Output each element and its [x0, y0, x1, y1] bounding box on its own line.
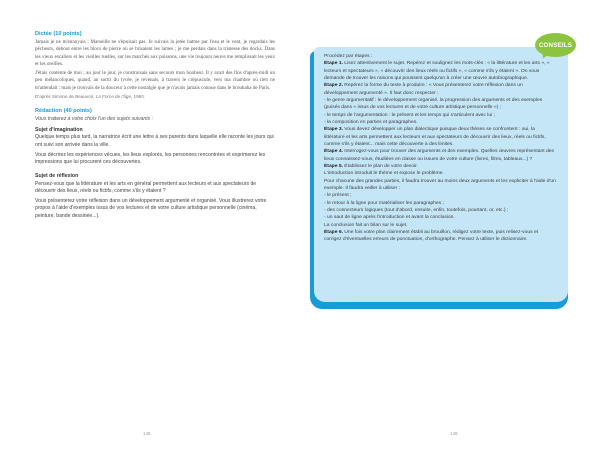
conseils-box-body — [314, 47, 568, 302]
step-1 — [324, 60, 556, 82]
step-1-label: Étape 1. — [324, 61, 343, 67]
credit-suffix: , 1960. — [131, 93, 146, 99]
reflexion-paragraph-1: Pensez-vous que la littérature et les arts en général permettent aux lecteurs et aux spectateurs de découvrir des lieux, réels ou fictifs, comme s'ils y étaient ? — [35, 180, 257, 195]
step-5-line: - le présent ; — [324, 193, 352, 199]
imagination-heading: Sujet d'imagination — [35, 126, 83, 133]
step-2-item: - le genre argumentatif : le développement organisé, la progression des arguments et des exemples (puisés dans « issus de vos lectures et de votre culture artistique personnelle ») ; — [324, 97, 543, 111]
step-2-label: Étape 2. — [324, 83, 343, 89]
left-page-content — [35, 31, 275, 223]
step-4-text: Interrogez-vous pour trouver des arguments et des exemples. Quelles œuvres représentant des lieux connaissez-vous, étudiées en classe ou issues de votre culture (livres, films, tableaux...) ? — [324, 149, 554, 162]
step-3-text: Vous devez développer un plan dialectique puisque deux thèses se confrontent : oui, la littérature et les arts permettent aux lecteurs et aux spectateurs de découvrir des lieux, réels ou fictifs, comme s'ils y étaient... mais cette découverte a des limites. — [324, 127, 546, 147]
dictee-credit — [35, 94, 275, 99]
page-number-right: 149 — [450, 431, 458, 436]
step-5-line: - un saut de ligne après l'introduction et avant la conclusion. — [324, 215, 455, 221]
step-6-label: Étape 6. — [324, 229, 343, 235]
dictee-paragraph-1: Jamais je ne m'ennuyais : Marseille ne s'épuisait pas. Je suivais la jetée battue par l'eau et le vent, je regardais les pêcheurs, debout entre les blocs de pierre où se brisaient les lames ; je me perdais dans la tristesse des docks. Dans les vieux escaliers et les vieilles ruelles, sur les marchés aux poissons, une vie toujours neuve me remplissait les yeux et les oreilles. — [35, 39, 275, 67]
step-2-item: - la composition en parties et paragraphes. — [324, 119, 418, 125]
step-4-label: Étape 4. — [324, 149, 343, 155]
conseils-intro: Procédez par étapes : — [324, 54, 373, 59]
step-5-line: L'introduction introduit le thème et expose le problème. — [324, 171, 444, 177]
reflexion-heading: Sujet de réflexion — [35, 173, 79, 180]
imagination-paragraph-1: Quelque temps plus tard, la narratrice écrit une lettre à ses parents dans laquelle elle raconte les jours qui ont suivi son arrivée dans la ville. — [35, 134, 274, 148]
step-2 — [324, 82, 556, 97]
step-3-label: Étape 3. — [324, 127, 343, 133]
step-6 — [324, 229, 556, 244]
conseils-badge: CONSEILS — [535, 33, 576, 57]
step-5-line: La conclusion fait un bilan sur le sujet. — [324, 222, 408, 228]
step-5-line: - le retour à la ligne pour matérialiser les paragraphes ; — [324, 200, 444, 206]
conseils-box — [310, 47, 570, 307]
page-number-left: 148 — [143, 431, 151, 436]
step-3 — [324, 126, 556, 148]
redaction-intro: Vous traiterez à votre choix l'un des sujets suivants : — [35, 115, 153, 122]
step-4 — [324, 148, 556, 163]
imagination-paragraph-2: Vous décrirez les expériences vécues, les lieux explorés, les personnes rencontrées et exprimerez les impressions que lui procurent ces découvertes. — [35, 151, 266, 166]
reflexion-paragraph-2: Vous présenterez votre réflexion dans un développement argumenté et organisé. Vous illustrerez votre propos à l'aide d'exemples issus de vos lectures et de votre culture artistique personnelle (cinéma, peinture, bande dessinée...). — [35, 198, 267, 219]
step-1-text: Lisez attentivement le sujet. Repérez et soulignez les mots-clés : « la littérature et les arts », « lecteurs et spectateurs », « découvrir des lieux réels ou fictifs », « comme s'ils y étaient ». On vous demande de trouver les raisons qui poussent quelqu'un à créer une œuvre autobiographique. — [324, 61, 550, 81]
step-5-text: Établissez le plan de votre devoir. — [342, 163, 418, 169]
step-2-item: - le temps de l'argumentation : le présent et les temps qui s'articulent avec lui ; — [324, 112, 495, 118]
step-2-text: Repérez la forme du texte à produire : « Vous présenterez votre réflexion dans un développement argumenté ». Il faut donc respecter : — [324, 83, 523, 96]
credit-title: La Force de l'âge — [95, 93, 131, 99]
step-5-line: - des connecteurs logiques (tout d'abord, ensuite, enfin, toutefois, pourtant, or, etc.) ; — [324, 207, 509, 213]
step-5 — [324, 163, 556, 170]
step-5-label: Étape 5. — [324, 163, 343, 169]
dictee-heading: Dictée (10 points) — [35, 31, 82, 37]
dictee-paragraph-2: J'étais contente de moi ; au jour le jour, je construisais sans secours mon bonheur. Il y avait des fins d'après-midi un peu mélancoliques, quand, au sortir du lycée, je revenais, à travers le crépuscule, vers ma chambre où rien ne m'attendait : mais je trouvais de la douceur à cette nostalgie que je n'avais jamais connue dans le brouhaha de Paris. — [35, 70, 275, 91]
redaction-heading: Rédaction (40 points) — [35, 107, 92, 114]
step-6-text: Une fois votre plan clairement établi au brouillon, rédigez votre texte, puis relisez-vous et corrigez d'éventuelles erreurs de ponctuation, d'orthographe. Pensez à utiliser le dictionnaire. — [324, 229, 539, 243]
step-5-line: Pour chacune des grandes parties, il faudra trouver au moins deux arguments et les expliciter à l'aide d'un exemple. Il faudra veiller à utiliser : — [324, 178, 556, 191]
credit-prefix: D'après Simone de Beauvoir, — [35, 93, 96, 99]
